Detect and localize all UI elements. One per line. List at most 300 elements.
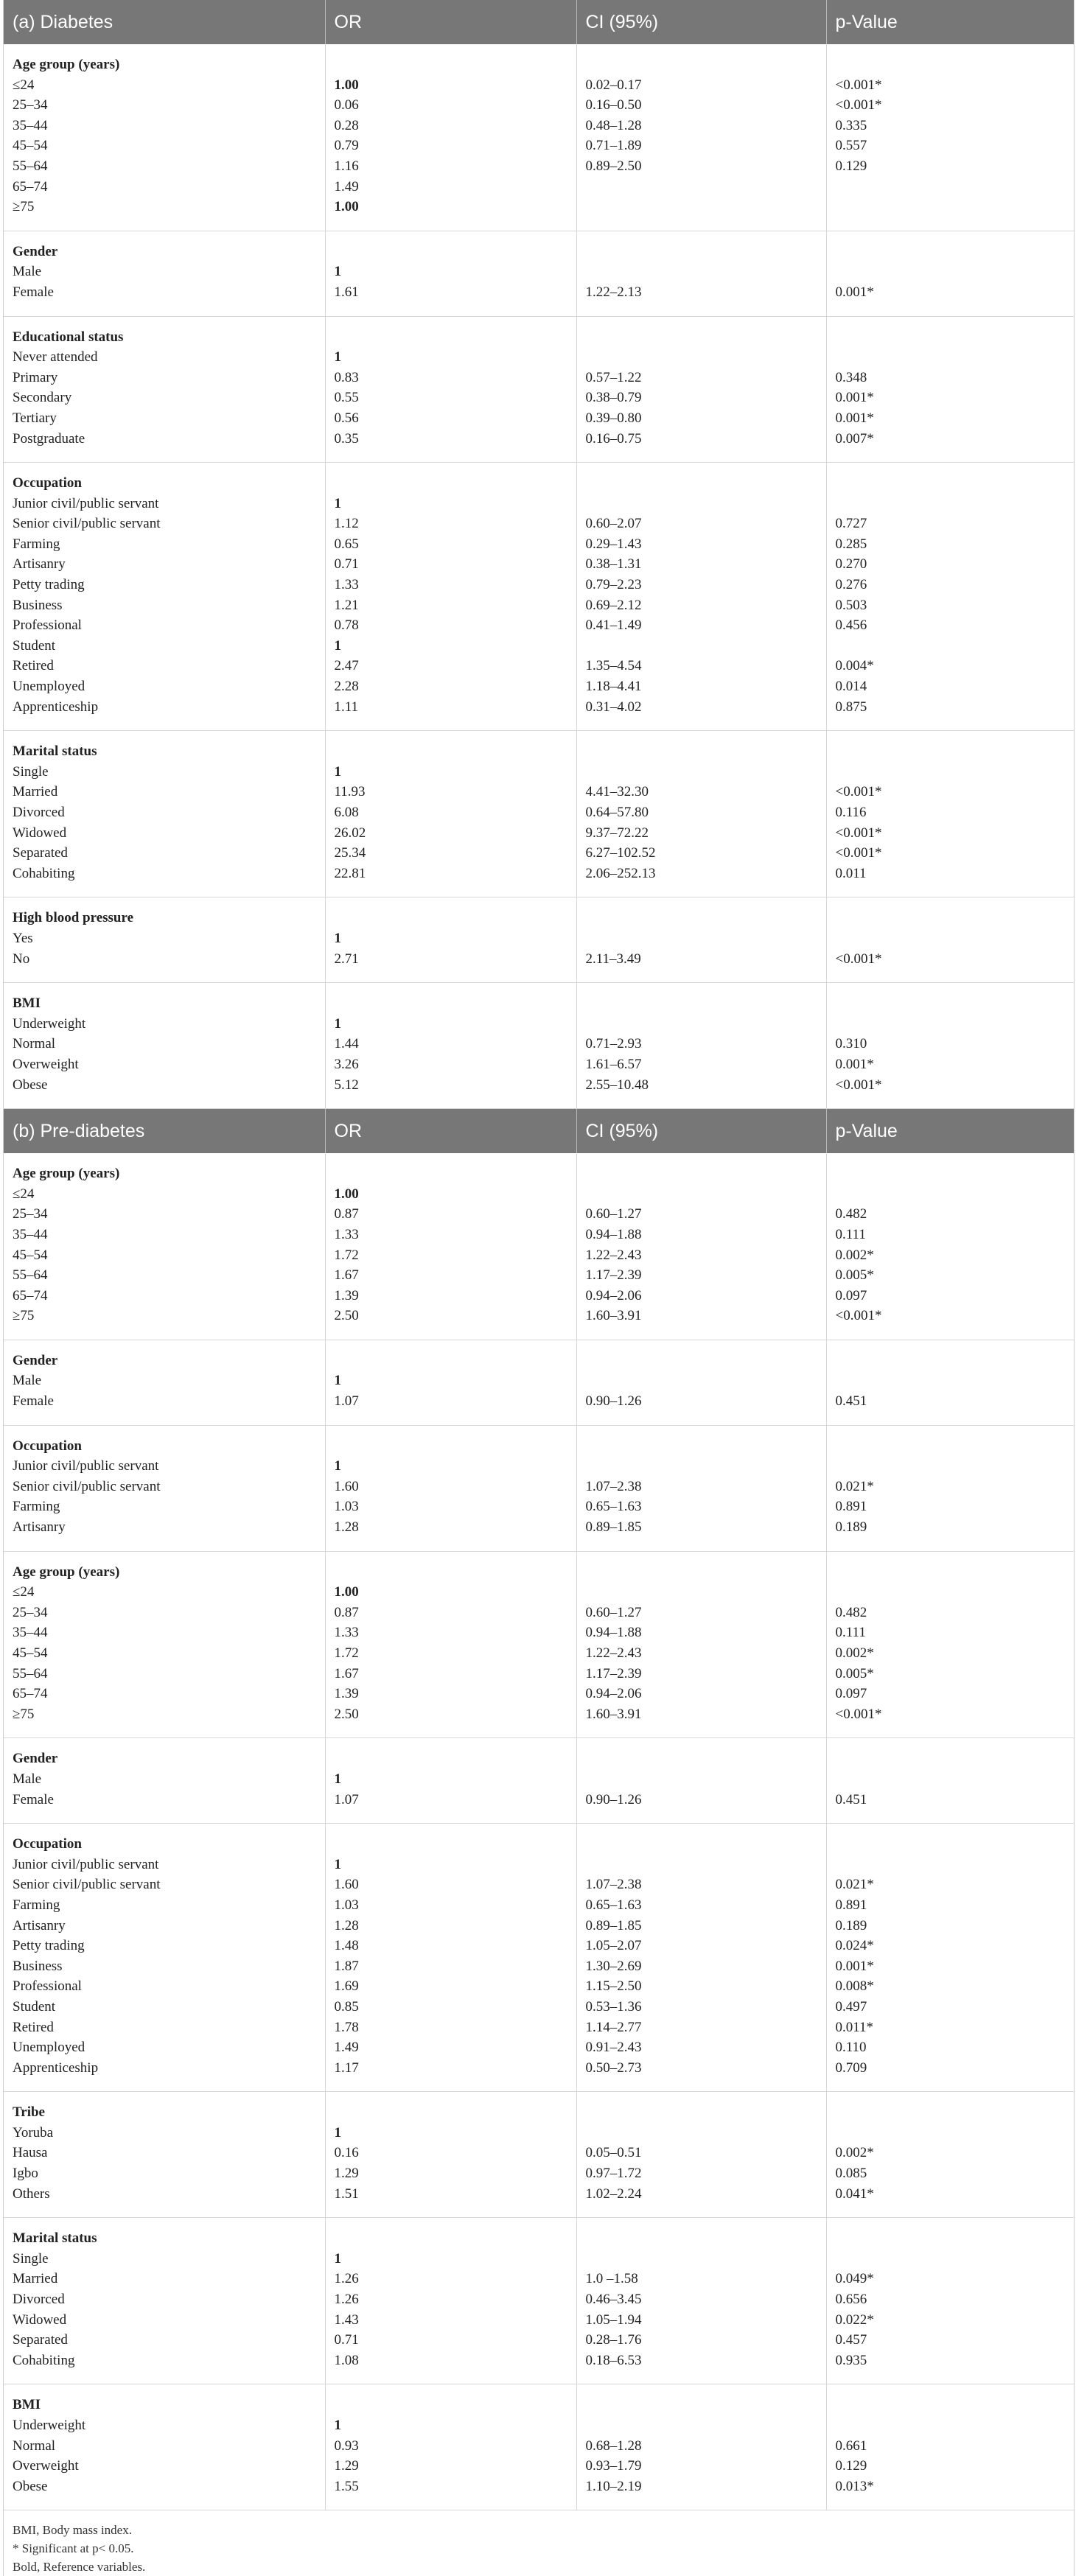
header-ci: CI (95%) (576, 0, 826, 44)
footnote: BMI, Body mass index. (13, 2523, 132, 2538)
odds-ratio: 1.08 (334, 2352, 359, 2368)
row-label: Female (13, 1791, 54, 1807)
odds-ratio: 1 (334, 763, 341, 780)
row-label: 45–54 (13, 138, 48, 154)
odds-ratio: 1.44 (334, 1036, 359, 1052)
confidence-interval-cell (576, 897, 826, 983)
confidence-interval-cell (576, 2384, 826, 2510)
confidence-interval-cell (576, 1153, 826, 1340)
confidence-interval: 0.65–1.63 (585, 1897, 642, 1913)
row-label: 55–64 (13, 1267, 48, 1284)
p-value-cell (826, 1425, 1074, 1551)
confidence-interval: 0.71–1.89 (585, 138, 642, 154)
variable-group (4, 1551, 1074, 1738)
row-label: Cohabiting (13, 2352, 75, 2368)
row-label: Junior civil/public servant (13, 1856, 159, 1872)
p-value: 0.276 (835, 577, 867, 593)
row-label: Separated (13, 845, 68, 861)
variable-cell (4, 1738, 325, 1824)
confidence-interval: 0.71–2.93 (585, 1036, 642, 1052)
group-title: Occupation (13, 1836, 82, 1852)
p-value: 0.001* (835, 1958, 874, 1974)
p-value: 0.002* (835, 1645, 874, 1661)
odds-ratio: 1.00 (334, 1584, 359, 1600)
confidence-interval: 0.94–1.88 (585, 1625, 642, 1641)
confidence-interval: 1.15–2.50 (585, 1978, 642, 1995)
row-label: Primary (13, 369, 58, 385)
variable-group (4, 1824, 1074, 2092)
p-value-cell (826, 463, 1074, 731)
p-value (836, 2249, 1075, 2269)
row-label: 25–34 (13, 1604, 48, 1620)
odds-ratio: 1.26 (334, 2271, 359, 2287)
confidence-interval: 0.69–2.12 (585, 597, 642, 613)
row-label: No (13, 951, 30, 967)
confidence-interval: 2.55–10.48 (585, 1077, 649, 1093)
p-value-cell (826, 897, 1074, 983)
odds-ratio: 1.00 (334, 199, 359, 215)
row-label: Widowed (13, 2311, 67, 2328)
p-value-cell (826, 1551, 1074, 1738)
p-value: 0.022* (835, 2311, 874, 2328)
confidence-interval: 0.39–0.80 (585, 410, 642, 426)
p-value: 0.116 (835, 805, 867, 820)
confidence-interval: 0.31–4.02 (585, 699, 642, 715)
variable-cell (4, 2218, 325, 2384)
confidence-interval: 0.94–2.06 (585, 1287, 642, 1303)
odds-ratio: 1 (334, 264, 341, 280)
confidence-interval: 0.50–2.73 (585, 2059, 642, 2076)
row-label: Igbo (13, 2166, 38, 2182)
row-label: ≥75 (13, 199, 35, 215)
row-label: Student (13, 637, 56, 654)
p-value: 0.097 (835, 1287, 867, 1303)
row-label: Overweight (13, 2458, 79, 2474)
confidence-interval (586, 197, 826, 217)
variable-group (4, 897, 1074, 983)
p-value (836, 2415, 1075, 2436)
confidence-interval: 1.02–2.24 (585, 2185, 642, 2202)
footnote: * Significant at p< 0.05. (13, 2541, 134, 2556)
row-label: Farming (13, 536, 60, 552)
odds-ratio: 1 (334, 2250, 341, 2267)
odds-ratio: 1.07 (334, 1393, 359, 1410)
group-title: BMI (13, 995, 41, 1012)
p-value (836, 1582, 1075, 1603)
odds-ratio: 0.65 (334, 536, 359, 552)
row-label: Junior civil/public servant (13, 1458, 159, 1474)
row-label: Unemployed (13, 2040, 85, 2056)
header-p: p-Value (826, 1109, 1074, 1154)
odds-ratio-cell (325, 1738, 576, 1824)
header-p: p-Value (826, 0, 1074, 44)
confidence-interval: 1.0 –1.58 (585, 2271, 638, 2287)
row-label: Married (13, 2271, 58, 2287)
row-label: Separated (13, 2332, 68, 2348)
confidence-interval: 0.94–2.06 (585, 1686, 642, 1702)
confidence-interval-cell (576, 316, 826, 463)
p-value: 0.656 (835, 2292, 867, 2308)
row-label: Farming (13, 1897, 60, 1913)
row-label: Normal (13, 2437, 56, 2454)
odds-ratio: 26.02 (334, 825, 366, 841)
odds-ratio: 0.85 (334, 1998, 359, 2015)
variable-cell (4, 1153, 325, 1340)
p-value: <0.001* (835, 1706, 882, 1722)
row-label: ≤24 (13, 1584, 35, 1600)
confidence-interval: 0.38–1.31 (585, 556, 642, 573)
row-label: Underweight (13, 2418, 86, 2433)
odds-ratio: 1.60 (334, 1877, 359, 1893)
odds-ratio: 0.06 (334, 97, 359, 113)
variable-group (4, 983, 1074, 1109)
p-value-cell (826, 2092, 1074, 2218)
group-title: Occupation (13, 1438, 82, 1454)
p-value: 0.005* (835, 1267, 874, 1284)
p-value: 0.891 (835, 1897, 867, 1913)
p-value: <0.001* (835, 845, 882, 861)
odds-ratio: 1.33 (334, 577, 359, 593)
variable-cell (4, 1425, 325, 1551)
confidence-interval: 0.65–1.63 (585, 1499, 642, 1515)
row-label: Widowed (13, 825, 67, 841)
confidence-interval: 0.38–0.79 (585, 390, 642, 406)
odds-ratio: 1 (334, 1856, 341, 1872)
odds-ratio: 1.55 (334, 2478, 359, 2494)
p-value: 0.011 (835, 865, 867, 881)
group-title: BMI (13, 2397, 41, 2413)
confidence-interval: 1.22–2.43 (585, 1247, 642, 1263)
group-title: Educational status (13, 329, 124, 345)
row-label: 45–54 (13, 1645, 48, 1661)
confidence-interval (586, 2249, 826, 2269)
confidence-interval (586, 2123, 826, 2143)
p-value: 0.013* (835, 2478, 874, 2494)
odds-ratio-cell (325, 1153, 576, 1340)
confidence-interval: 1.60–3.91 (585, 1706, 642, 1722)
confidence-interval-cell (576, 1425, 826, 1551)
p-value: 0.111 (835, 1226, 866, 1242)
p-value: 0.002* (835, 2145, 874, 2161)
group-title: Age group (years) (13, 57, 120, 72)
p-value: 0.005* (835, 1665, 874, 1681)
p-value: 0.110 (835, 2040, 867, 2056)
p-value: 0.557 (835, 138, 867, 154)
odds-ratio: 1 (334, 637, 341, 654)
group-title: High blood pressure (13, 910, 134, 926)
odds-ratio: 1.33 (334, 1226, 359, 1242)
confidence-interval: 0.89–1.85 (585, 1917, 642, 1933)
variable-group (4, 731, 1074, 897)
p-value (836, 1456, 1075, 1477)
row-label: Single (13, 2250, 49, 2267)
variable-cell (4, 2384, 325, 2510)
odds-ratio: 1.00 (334, 77, 359, 93)
p-value: 0.007* (835, 430, 874, 447)
odds-ratio: 1.43 (334, 2311, 359, 2328)
row-label: ≤24 (13, 1186, 35, 1202)
confidence-interval: 1.60–3.91 (585, 1308, 642, 1324)
row-label: Cohabiting (13, 865, 75, 881)
p-value-cell (826, 1340, 1074, 1425)
odds-ratio: 1.78 (334, 2019, 359, 2035)
header-ci: CI (95%) (576, 1109, 826, 1154)
p-value-cell (826, 983, 1074, 1109)
odds-ratio: 0.16 (334, 2145, 359, 2161)
p-value: 0.727 (835, 516, 867, 532)
odds-ratio: 0.71 (334, 2332, 359, 2348)
confidence-interval: 1.10–2.19 (585, 2478, 642, 2494)
odds-ratio-cell (325, 316, 576, 463)
confidence-interval: 0.97–1.72 (585, 2166, 642, 2182)
row-label: Underweight (13, 1015, 86, 1032)
confidence-interval-cell (576, 1551, 826, 1738)
p-value: 0.129 (835, 2458, 867, 2474)
row-label: 25–34 (13, 97, 48, 113)
odds-ratio: 1 (334, 1458, 341, 1474)
p-value: 0.285 (835, 536, 867, 552)
row-label: Petty trading (13, 577, 85, 593)
row-label: Secondary (13, 390, 72, 406)
p-value: <0.001* (835, 1077, 882, 1093)
row-label: Senior civil/public servant (13, 516, 161, 532)
odds-ratio: 1.21 (334, 597, 359, 613)
confidence-interval: 1.05–2.07 (585, 1938, 642, 1954)
p-value: 0.482 (835, 1206, 867, 1222)
confidence-interval (586, 1582, 826, 1603)
header-or: OR (325, 0, 576, 44)
confidence-interval (586, 2415, 826, 2436)
row-label: Artisanry (13, 556, 66, 573)
row-label: Junior civil/public servant (13, 495, 159, 511)
odds-ratio: 1.39 (334, 1287, 359, 1303)
variable-group (4, 2384, 1074, 2510)
odds-ratio: 1.48 (334, 1938, 359, 1954)
p-value: 0.001* (835, 410, 874, 426)
confidence-interval (586, 494, 826, 514)
group-title: Age group (years) (13, 1166, 120, 1182)
p-value: 0.085 (835, 2166, 867, 2182)
confidence-interval: 0.16–0.75 (585, 430, 642, 447)
row-label: ≥75 (13, 1706, 35, 1722)
odds-ratio: 6.08 (334, 805, 359, 820)
p-value-cell (826, 44, 1074, 231)
odds-ratio: 0.87 (334, 1604, 359, 1620)
odds-ratio-cell (325, 1340, 576, 1425)
p-value: 0.891 (835, 1499, 867, 1515)
odds-ratio: 1 (334, 1015, 341, 1032)
row-label: Postgraduate (13, 430, 85, 447)
odds-ratio-cell (325, 231, 576, 316)
row-label: Others (13, 2185, 50, 2202)
p-value: 0.497 (835, 1998, 867, 2015)
row-label: 45–54 (13, 1247, 48, 1263)
odds-ratio: 1.29 (334, 2458, 359, 2474)
confidence-interval (586, 1855, 826, 1875)
variable-group (4, 2218, 1074, 2384)
variable-group (4, 316, 1074, 463)
confidence-interval (586, 177, 826, 197)
odds-ratio: 1 (334, 2124, 341, 2141)
variable-cell (4, 231, 325, 316)
p-value: 0.310 (835, 1036, 867, 1052)
p-value: 0.097 (835, 1686, 867, 1702)
odds-ratio: 1.03 (334, 1499, 359, 1515)
row-label: 35–44 (13, 1625, 48, 1641)
header-variable: (b) Pre-diabetes (4, 1109, 325, 1154)
confidence-interval: 1.18–4.41 (585, 679, 642, 695)
p-value (836, 262, 1075, 282)
row-label: 35–44 (13, 1226, 48, 1242)
p-value: 0.002* (835, 1247, 874, 1263)
row-label: Yes (13, 930, 33, 946)
variable-cell (4, 1551, 325, 1738)
header-or: OR (325, 1109, 576, 1154)
p-value: 0.189 (835, 1519, 867, 1536)
odds-ratio-cell (325, 1551, 576, 1738)
confidence-interval: 9.37–72.22 (585, 825, 649, 841)
confidence-interval-cell (576, 1738, 826, 1824)
confidence-interval-cell (576, 463, 826, 731)
p-value: 0.049* (835, 2271, 874, 2287)
row-label: Divorced (13, 805, 65, 820)
p-value: 0.503 (835, 597, 867, 613)
confidence-interval: 1.22–2.13 (585, 284, 642, 300)
p-value: 0.041* (835, 2185, 874, 2202)
confidence-interval: 0.90–1.26 (585, 1791, 642, 1807)
odds-ratio-cell (325, 731, 576, 897)
table-section-header (4, 0, 1074, 44)
confidence-interval (586, 1014, 826, 1035)
variable-group (4, 2092, 1074, 2218)
odds-ratio: 1.17 (334, 2059, 359, 2076)
odds-ratio-table-container (3, 0, 1075, 2576)
odds-ratio: 0.56 (334, 410, 359, 426)
p-value: 0.451 (835, 1393, 867, 1410)
group-title: Gender (13, 243, 58, 259)
odds-ratio-cell (325, 44, 576, 231)
p-value-cell (826, 1824, 1074, 2092)
row-label: Hausa (13, 2145, 48, 2161)
odds-ratio: 5.12 (334, 1077, 359, 1093)
odds-ratio: 0.87 (334, 1206, 359, 1222)
p-value (836, 636, 1075, 657)
p-value: 0.875 (835, 699, 867, 715)
odds-ratio: 11.93 (334, 784, 366, 800)
confidence-interval: 0.53–1.36 (585, 1998, 642, 2015)
odds-ratio-cell (325, 1824, 576, 2092)
confidence-interval: 0.94–1.88 (585, 1226, 642, 1242)
variable-cell (4, 463, 325, 731)
odds-ratio: 1.00 (334, 1186, 359, 1202)
odds-ratio-cell (325, 1425, 576, 1551)
confidence-interval: 1.35–4.54 (585, 658, 642, 674)
p-value: 0.008* (835, 1978, 874, 1995)
odds-ratio: 0.83 (334, 369, 359, 385)
row-label: Tertiary (13, 410, 57, 426)
confidence-interval: 0.29–1.43 (585, 536, 642, 552)
row-label: Male (13, 264, 42, 280)
confidence-interval: 0.05–0.51 (585, 2145, 642, 2161)
row-label: Male (13, 1771, 42, 1787)
confidence-interval: 0.68–1.28 (585, 2437, 642, 2454)
p-value (836, 1371, 1075, 1391)
row-label: Apprenticeship (13, 699, 99, 715)
odds-ratio: 1.28 (334, 1519, 359, 1536)
p-value: <0.001* (835, 97, 882, 113)
p-value (836, 1769, 1075, 1790)
odds-ratio: 1.11 (334, 699, 359, 715)
odds-ratio: 0.71 (334, 556, 359, 573)
p-value-cell (826, 316, 1074, 463)
confidence-interval: 0.60–1.27 (585, 1604, 642, 1620)
confidence-interval: 0.57–1.22 (585, 369, 642, 385)
variable-group (4, 231, 1074, 316)
odds-ratio: 1.67 (334, 1665, 359, 1681)
p-value (836, 494, 1075, 514)
confidence-interval: 1.61–6.57 (585, 1056, 642, 1072)
confidence-interval: 1.30–2.69 (585, 1958, 642, 1974)
p-value: 0.709 (835, 2059, 867, 2076)
odds-ratio: 1.29 (334, 2166, 359, 2182)
odds-ratio: 1.69 (334, 1978, 359, 1995)
odds-ratio: 1.12 (334, 516, 359, 532)
p-value: 0.935 (835, 2352, 867, 2368)
odds-ratio: 1.61 (334, 284, 359, 300)
variable-group (4, 1738, 1074, 1824)
confidence-interval-cell (576, 44, 826, 231)
confidence-interval: 6.27–102.52 (585, 845, 656, 861)
odds-ratio: 0.78 (334, 617, 359, 634)
row-label: Business (13, 1958, 63, 1974)
row-label: Female (13, 1393, 54, 1410)
odds-ratio: 0.55 (334, 390, 359, 406)
confidence-interval: 0.60–2.07 (585, 516, 642, 532)
row-label: Professional (13, 617, 82, 634)
row-label: Apprenticeship (13, 2059, 99, 2076)
odds-ratio: 1.51 (334, 2185, 359, 2202)
confidence-interval: 1.22–2.43 (585, 1645, 642, 1661)
row-label: 65–74 (13, 1287, 48, 1303)
confidence-interval (586, 262, 826, 282)
odds-ratio: 1.16 (334, 158, 359, 174)
confidence-interval-cell (576, 731, 826, 897)
confidence-interval (586, 928, 826, 949)
variable-cell (4, 1824, 325, 2092)
group-title: Occupation (13, 475, 82, 491)
confidence-interval: 0.79–2.23 (585, 577, 642, 593)
p-value: <0.001* (835, 951, 882, 967)
odds-ratio: 3.26 (334, 1056, 359, 1072)
row-label: 55–64 (13, 158, 48, 174)
confidence-interval-cell (576, 983, 826, 1109)
confidence-interval: 1.07–2.38 (585, 1478, 642, 1494)
p-value (836, 177, 1075, 197)
row-label: ≥75 (13, 1308, 35, 1324)
odds-ratio: 2.47 (334, 658, 359, 674)
confidence-interval (586, 1769, 826, 1790)
variable-cell (4, 983, 325, 1109)
p-value: 0.129 (835, 158, 867, 174)
p-value: 0.001* (835, 1056, 874, 1072)
p-value (836, 197, 1075, 217)
group-title: Gender (13, 1751, 58, 1767)
row-label: 25–34 (13, 1206, 48, 1222)
confidence-interval: 4.41–32.30 (585, 784, 649, 800)
row-label: Overweight (13, 1056, 79, 1072)
confidence-interval: 1.05–1.94 (585, 2311, 642, 2328)
confidence-interval: 0.89–1.85 (585, 1519, 642, 1536)
